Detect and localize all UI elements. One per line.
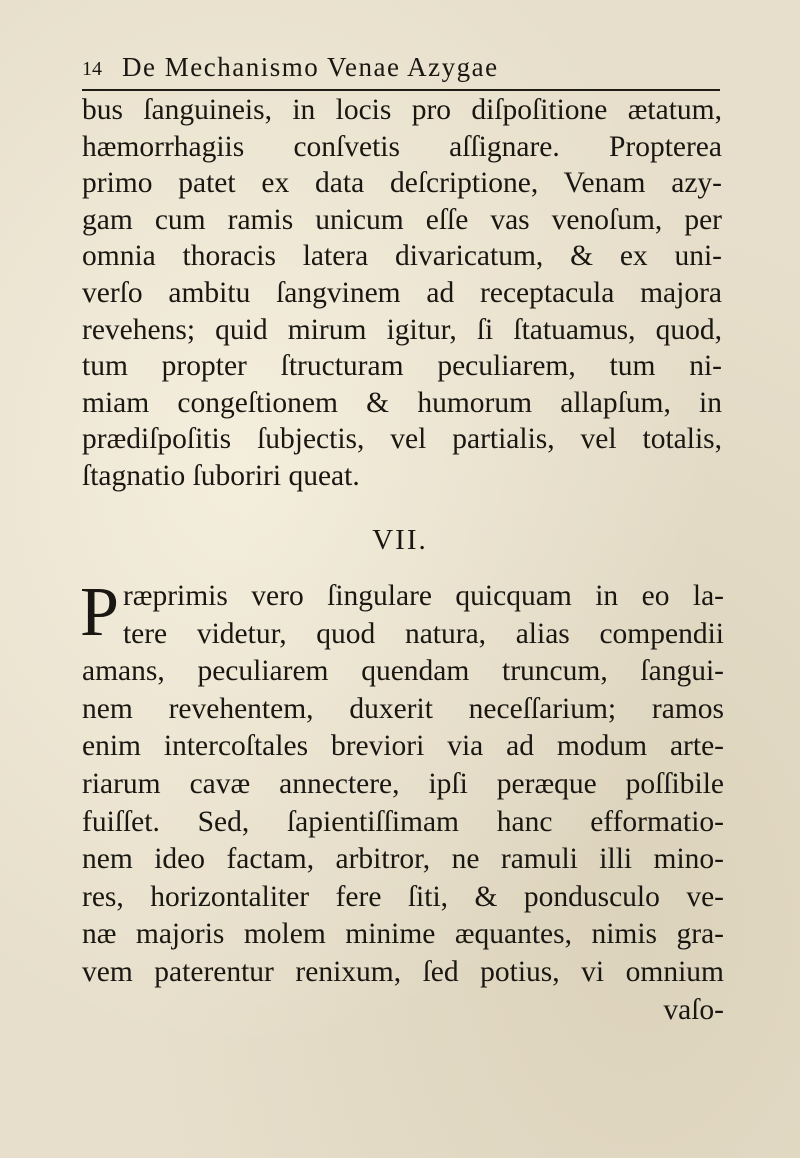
text-line: ræprimis vero ſingulare quicquam in eo la- (122, 580, 724, 612)
catchword: vaſo- (663, 993, 724, 1026)
text-line: revehens; quid mirum igitur, ſi ſtatuamus, quod, (82, 313, 722, 346)
text-line: riarum cavæ annectere, ipſi peræque poſſibile (82, 767, 724, 800)
text-line: tere videtur, quod natura, alias compendii (122, 617, 724, 650)
page-number: 14 (82, 58, 102, 80)
text-line: fuiſſet. Sed, ſapientiſſimam hanc efformatio- (82, 805, 724, 838)
text-line: nem ideo factam, arbitror, ne ramuli illi mino- (82, 843, 724, 876)
header-rule (82, 89, 720, 91)
section-paragraph (80, 574, 724, 1029)
text-line: primo patet ex data deſcriptione, Venam azy- (82, 167, 722, 200)
text-line: verſo ambitu ſangvinem ad receptacula majora (82, 276, 722, 309)
running-title: De Mechanismo Venae Azygae (122, 52, 499, 82)
text-line: amans, peculiarem quendam truncum, ſangui- (82, 655, 724, 688)
text-line: bus ſanguineis, in locis pro diſpoſitione ætatum, (82, 94, 722, 126)
text-line: hæmorrhagiis conſvetis aſſignare. Propterea (82, 130, 722, 163)
text-line: ſtagnatio ſuboriri queat. (82, 459, 360, 492)
text-line: vem paterentur renixum, ſed potius, vi omnium (82, 955, 724, 988)
text-line: næ majoris molem minime æquantes, nimis gra- (82, 918, 724, 951)
text-line: prædiſpoſitis ſubjectis, vel partialis, vel totalis, (82, 423, 722, 456)
text-line: nem revehentem, duxerit neceſſarium; ramos (82, 692, 724, 725)
text-line: omnia thoracis latera divaricatum, & ex uni- (82, 240, 722, 273)
text-line: gam cum ramis unicum eſſe vas venoſum, per (82, 203, 722, 236)
page-header (82, 50, 722, 90)
text-line: enim intercoſtales breviori via ad modum arte- (82, 730, 724, 763)
body-paragraph (82, 92, 722, 495)
text-line: tum propter ſtructuram peculiarem, tum ni- (82, 350, 722, 383)
text-line: res, horizontaliter fere ſiti, & pondusculo ve- (82, 880, 724, 913)
text-line: miam congeſtionem & humorum allapſum, in (82, 386, 722, 419)
section-number: VII. (372, 524, 428, 556)
drop-cap: P (80, 574, 119, 651)
